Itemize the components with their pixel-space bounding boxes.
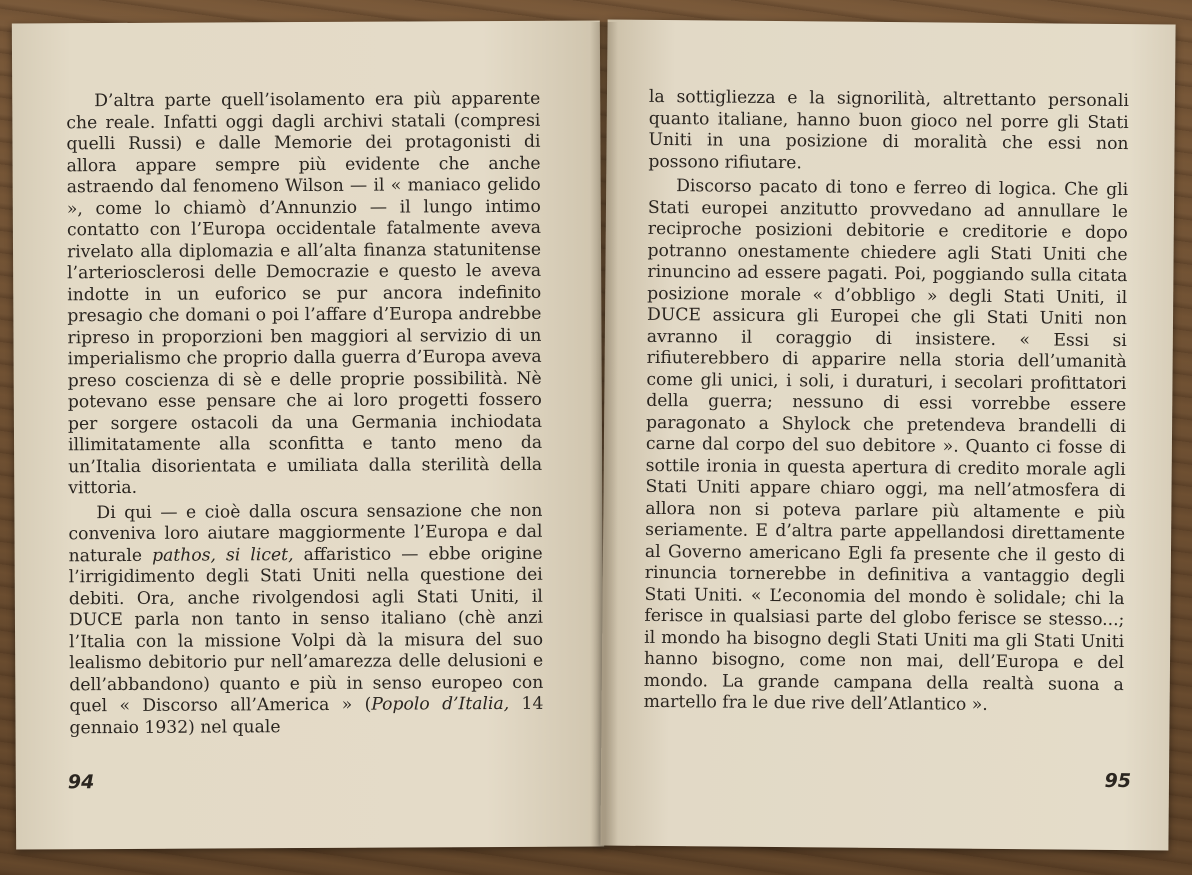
italic-phrase: pathos, si licet,: [152, 544, 294, 566]
right-page: [600, 20, 1175, 851]
text-run: affaristico — ebbe origine l’irrigidimento degli Stati Uniti nella questione dei debiti. Ora, anche rivolgendosi agli Stati Uniti, il DUCE parla non tanto in senso italiano (chè anzi l’Italia con la missione Volpi dà la misura del suo lealismo debitorio pur nell’amarezza delle delusioni e dell’abbandono) quanto e più in senso europeo con quel « Discorso all’America » (: [68, 543, 544, 717]
paragraph: [68, 500, 543, 739]
right-page-text: [644, 87, 1129, 718]
paragraph: D’altra parte quell’isolamento era più apparente che reale. Infatti oggi dagli archivi statali (compresi quelli Russi) e dalle Memorie dei protagonisti di allora appare sempre più evidente che anche astraendo dal fenomeno Wilson — il « maniaco gelido », come lo chiamò d’Annunzio — il lungo intimo contatto con l’Europa occidentale fatalmente aveva rivelato alla diplomazia e all’alta finanza statunitense l’arteriosclerosi delle Democrazie e questo le aveva indotte in un euforico se pur ancora indefinito presagio che domani o poi l’affare d’Europa andrebbe ripreso in proporzioni ben maggiori al servizio di un imperialismo che proprio dalla guerra d’Europa aveva preso coscienza di sè e delle proprie possibilità. Nè potevano esse pensare che ai loro progetti fossero per sorgere ostacoli da una Germania inchiodata illimitatamente alla sconfitta e tanto meno da un’Italia disorientata e umiliata dalla sterilità della vittoria.: [66, 88, 543, 499]
open-book: [14, 22, 1176, 848]
page-number: 94: [67, 771, 95, 794]
page-number: 95: [1104, 769, 1132, 793]
paragraph: la sottigliezza e la signorilità, altrettanto personali quanto italiane, hanno buon gioco nel porre gli Stati Uniti in una posizione di moralità che essi non possono rifiutare.: [648, 86, 1130, 173]
text-run: 14 gennaio 1932) nel quale: [69, 693, 544, 738]
italic-phrase: Popolo d’Italia,: [371, 693, 510, 715]
paragraph: Discorso pacato di tono e ferreo di logica. Che gli Stati europei anzitutto provvedano ad annullare le reciproche posizioni debitorie e creditorie e dopo potranno onestamente chiedere agli Stati Uniti che rinuncino ad essere pagati. Poi, poggiando sulla citata posizione morale « d’obbligo » degli Stati Uniti, il DUCE assicura gli Europei che gli Stati Uniti non avranno il coraggio di insistere. « Essi si rifiuterebbero di apparire nella storia dell’umanità come gli unici, i soli, i duraturi, i secolari profittatori della guerra; nessuno di essi vorrebbe essere paragonato a Shylock che pretendeva brandelli di carne dal corpo del suo debitore ». Quanto ci fosse di sottile ironia in questa apertura di credito morale agli Stati Uniti appare chiaro oggi, ma nell’atmosfera di allora non si poteva parlare più altamente e più seriamente. E d’altra parte appellandosi direttamente al Governo americano Egli fa presente che il gesto di rinuncia tornerebbe in definitiva a vantaggio degli Stati Uniti. « L’economia del mondo è solidale; chi la ferisce in qualsiasi parte del globo ferisce se stesso...; il mondo ha bisogno degli Stati Uniti ma gli Stati Uniti hanno bisogno, come non mai, dell’Europa e del mondo. La grande campana della realtà suona a martello fra le due rive dell’Atlantico ».: [643, 176, 1129, 715]
left-page-text: [66, 89, 543, 739]
left-page: [12, 20, 604, 849]
text-run: Di qui — e cioè dalla oscura sensazione che non conveniva loro aiutare maggiormente l’Europa e dal naturale: [68, 500, 543, 566]
